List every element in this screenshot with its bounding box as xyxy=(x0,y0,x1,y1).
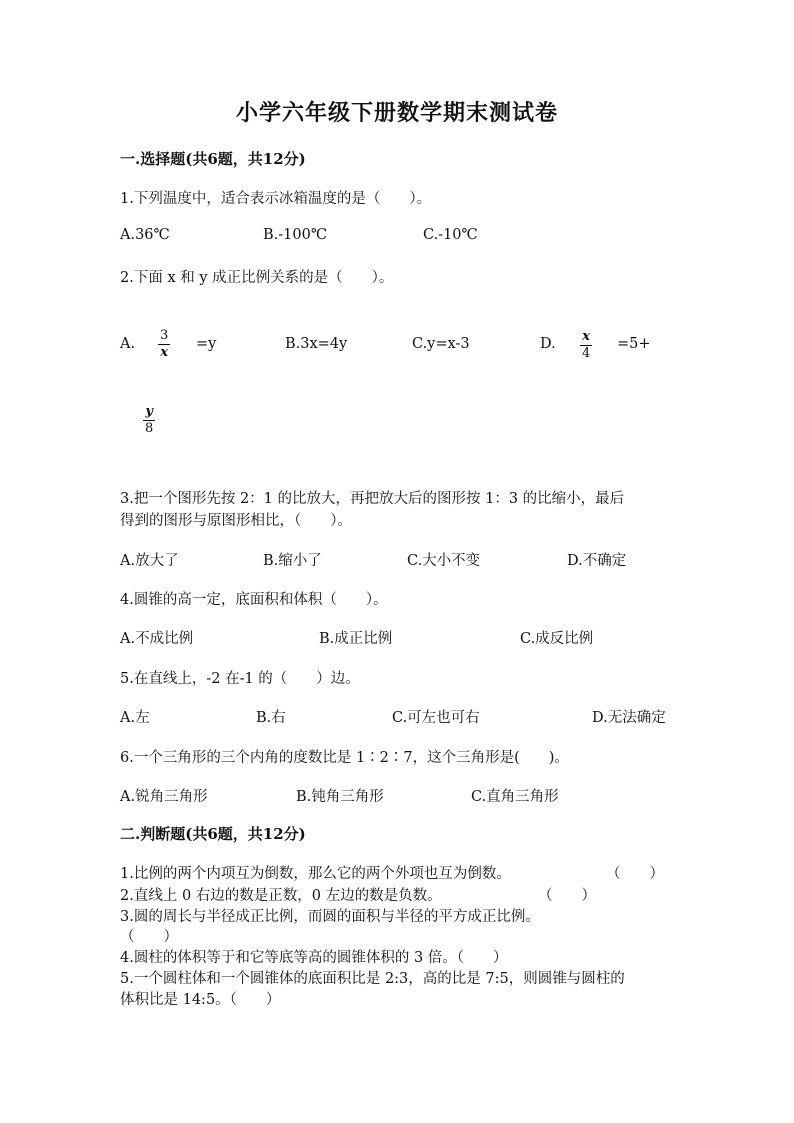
page-title: 小学六年级下册数学期末测试卷 xyxy=(235,100,558,126)
question-4-option-b: B.成正比例 xyxy=(319,631,393,647)
question-2-option-d-fraction-2 xyxy=(143,404,155,437)
question-1-option-b: B.-100℃ xyxy=(263,227,328,243)
fraction-numerator: x xyxy=(580,329,592,346)
judge-item-2-answer-blank: （ ） xyxy=(538,888,596,904)
question-1-stem: 1.下列温度中，适合表示冰箱温度的是（ ）。 xyxy=(120,191,432,207)
judge-item-2: 2.直线上 0 右边的数是正数，0 左边的数是负数。 xyxy=(120,888,442,904)
question-5-option-d: D.无法确定 xyxy=(592,710,666,726)
judge-item-1-answer-blank: （ ） xyxy=(606,866,664,882)
section-heading-choice: 一.选择题(共6题，共12分) xyxy=(120,150,306,168)
question-2-option-a-fraction xyxy=(158,328,170,361)
question-4-option-a: A.不成比例 xyxy=(120,631,194,647)
question-3-option-d: D.不确定 xyxy=(567,553,627,569)
judge-item-1: 1.比例的两个内项互为倒数，那么它的两个外项也互为倒数。 xyxy=(120,866,511,882)
question-3-option-b: B.缩小了 xyxy=(263,553,322,569)
judge-item-4: 4.圆柱的体积等于和它等底等高的圆锥体积的 3 倍。（ ） xyxy=(120,950,508,966)
question-5-stem: 5.在直线上，-2 在-1 的（ ）边。 xyxy=(120,671,360,687)
question-6-stem: 6.一个三角形的三个内角的度数比是 1∶2∶7，这个三角形是( )。 xyxy=(120,750,569,766)
judge-item-3-answer-blank: （ ） xyxy=(120,929,178,945)
question-6-option-b: B.钝角三角形 xyxy=(296,789,384,805)
question-3-option-a: A.放大了 xyxy=(120,553,179,569)
question-2-option-d-label: D. xyxy=(540,336,556,352)
section-heading-judge: 二.判断题(共6题，共12分) xyxy=(120,825,306,843)
fraction-denominator: x xyxy=(160,345,169,360)
question-2-stem: 2.下面 x 和 y 成正比例关系的是（ ）。 xyxy=(120,270,394,286)
question-2-option-a-label: A. xyxy=(120,336,136,352)
question-3-stem-line-1: 3.把一个图形先按 2：1 的比放大，再把放大后的图形按 1：3 的比缩小，最后 xyxy=(120,491,625,507)
question-3-option-c: C.大小不变 xyxy=(407,553,481,569)
question-2-option-a-tail: =y xyxy=(196,336,217,352)
judge-item-5-line-2: 体积比是 14:5。（ ） xyxy=(120,992,281,1008)
question-2-option-d-tail: =5+ xyxy=(617,336,651,352)
fraction-numerator: 3 xyxy=(160,328,169,343)
question-2-option-d-fraction xyxy=(580,329,592,362)
question-5-option-a: A.左 xyxy=(120,710,150,726)
question-4-option-c: C.成反比例 xyxy=(520,631,594,647)
question-2-option-c: C.y=x-3 xyxy=(412,336,470,352)
fraction-denominator: 8 xyxy=(145,421,154,436)
fraction-denominator: 4 xyxy=(582,346,591,361)
question-5-option-c: C.可左也可右 xyxy=(392,710,480,726)
question-6-option-a: A.锐角三角形 xyxy=(120,789,208,805)
question-3-stem-line-2: 得到的图形与原图形相比，（ ）。 xyxy=(120,513,352,529)
question-1-option-a: A.36℃ xyxy=(120,227,170,243)
question-2-option-b: B.3x=4y xyxy=(285,336,348,352)
fraction-numerator: y xyxy=(143,404,155,421)
question-6-option-c: C.直角三角形 xyxy=(471,789,559,805)
judge-item-3: 3.圆的周长与半径成正比例，而圆的面积与半径的平方成正比例。 xyxy=(120,909,540,925)
judge-item-5-line-1: 5.一个圆柱体和一个圆锥体的底面积比是 2:3，高的比是 7:5，则圆锥与圆柱的 xyxy=(120,971,625,987)
question-4-stem: 4.圆锥的高一定，底面积和体积（ ）。 xyxy=(120,592,388,608)
question-1-option-c: C.-10℃ xyxy=(423,227,478,243)
question-5-option-b: B.右 xyxy=(256,710,286,726)
